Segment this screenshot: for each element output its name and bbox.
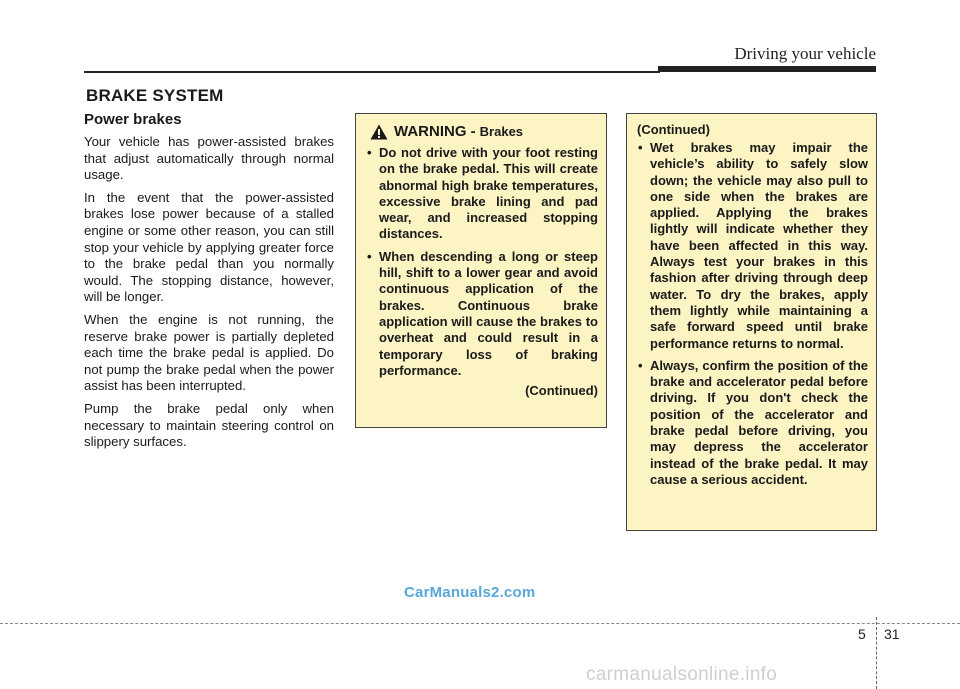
watermark-link[interactable]: CarManuals2.com — [404, 584, 536, 601]
list-item: • Always, confirm the position of the brake and accelerator pedal before driving. If you don't check the position of the accelerator and brake pedal before driving, you may depress the accelerator instead of the brake pedal. It may cause a serious accident. — [637, 358, 868, 488]
warning-box — [355, 113, 607, 428]
paragraph: When the engine is not running, the reserve brake power is partially depleted each time the brake pedal is applied. Do not pump the brake pedal when the power assist has been interrupted. — [84, 311, 334, 394]
warning-triangle-icon — [370, 124, 388, 140]
continued-warning-box — [626, 113, 877, 531]
continued-heading: (Continued) — [637, 122, 710, 137]
footer-dashed-rule — [0, 623, 960, 624]
list-item: • Wet brakes may impair the vehicle’s ability to safely slow down; the vehicle may also pull to one side when the brakes are applied. Applying the brakes lightly will indicate whether they have been affected in this way. Always test your brakes in this fashion after driving through deep water. To dry the brakes, apply them lightly while maintaining a safe forward speed until brake performance returns to normal. — [637, 140, 868, 352]
header-rule-thin — [84, 71, 660, 73]
list-item: • When descending a long or steep hill, shift to a lower gear and avoid continuous application of the brakes. Continuous brake application will cause the brakes to overheat and could result in a temporary loss of braking performance. — [366, 249, 598, 379]
paragraph: Your vehicle has power-assisted brakes that adjust automatically through normal usage. — [84, 134, 334, 183]
warning-label: WARNING - — [394, 123, 476, 140]
left-column — [84, 111, 334, 457]
chapter-title: Driving your vehicle — [734, 44, 876, 63]
header-rule-thick — [658, 66, 876, 72]
page-number-divider — [876, 617, 877, 689]
power-brakes-subtitle: Power brakes — [84, 111, 182, 128]
continued-label: (Continued) — [525, 383, 598, 399]
warning-topic: Brakes — [479, 124, 524, 139]
site-footer: carmanualsonline.info — [586, 664, 778, 685]
page-number: 31 — [884, 626, 900, 642]
continued-bullets — [637, 140, 868, 488]
section-title: BRAKE SYSTEM — [86, 86, 224, 105]
warning-bullets — [366, 145, 598, 379]
warning-header — [366, 123, 598, 140]
paragraph: Pump the brake pedal only when necessary to maintain steering control on slippery surfaces. — [84, 400, 334, 450]
list-item: • Do not drive with your foot resting on the brake pedal. This will create abnormal high brake temperatures, excessive brake lining and pad wear, and increased stopping distances. — [366, 145, 598, 243]
chapter-number: 5 — [858, 626, 866, 642]
paragraph: In the event that the power-assisted brakes lose power because of a stalled engine or some other reason, you can still stop your vehicle by applying greater force to the brake pedal than you normally would. The stopping distance, however, will be longer. — [84, 189, 334, 305]
